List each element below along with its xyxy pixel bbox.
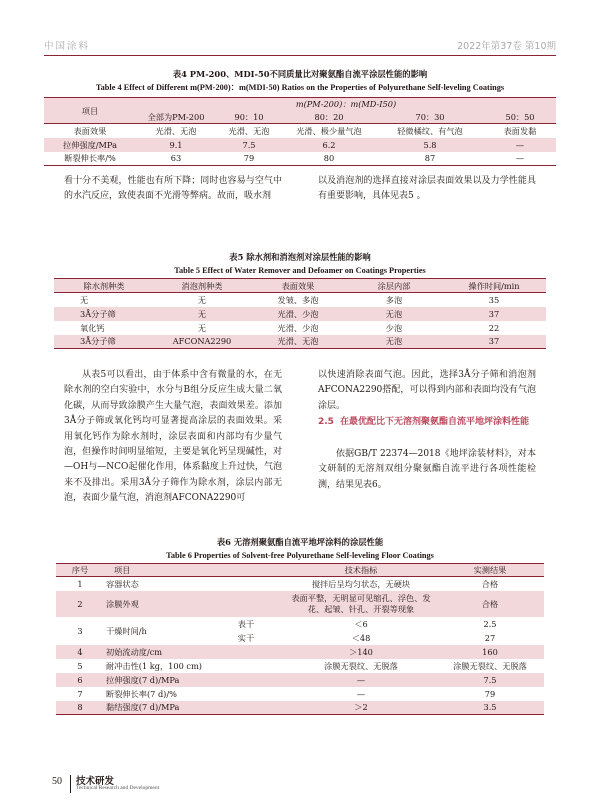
table5-header: 操作时间/min (442, 279, 546, 293)
table5 (54, 278, 546, 349)
running-header (44, 38, 556, 54)
table5-header: 表面效果 (250, 279, 346, 293)
body-paragraph-right: 依据GB/T 22374—2018《地坪涂装材料》，对本文研制的无溶剂双组分聚氨酯自流平进行各项性能检测，结果见表6。 (318, 449, 536, 490)
table-cell: 3Å分子筛 (54, 307, 154, 321)
body-paragraph-left: 从表5可以看出，由于体系中含有微量的水，在无除水剂的空白实验中，水分与B组分反应生成大量二氧化碳，从而导致涂膜产生大量气泡，表面效果差。添加3Å分子筛或氧化钙均可显著提高涂层的表面效果。采用氧化钙作为除水剂时，涂层表面和内部均有少量气泡，但操作时间明显缩短，主要是氧化钙呈现碱性，对—OH与—NCO起催化作用，体系黏度上升过快，气泡来不及排出。采用3Å分子筛作为除水剂，涂层内部无泡，表面少量气泡，消泡剂AFCONA2290可 (64, 370, 282, 504)
table-cell: 轻微橘纹、有气泡 (397, 125, 463, 136)
row-item: 耐冲击性(1 kg，100 cm) (106, 660, 202, 671)
table4-subheader: 90：10 (216, 111, 282, 124)
table4-header-item: 项目 (44, 98, 136, 124)
table4-title-zh: 表4 PM-200、MDI-50不同质量比对聚氨酯自流平涂层性能的影响 (172, 69, 428, 79)
row-number: 7 (77, 688, 83, 699)
row-spec: 搅拌后呈均匀状态，无硬块 (311, 578, 411, 589)
table-cell: 光滑、无泡 (250, 335, 346, 349)
row-spec: — (356, 688, 366, 699)
row-result: 3.5 (436, 701, 544, 715)
row-result: 合格 (481, 578, 499, 589)
table6-header: 序号 (56, 564, 104, 577)
table-cell: 光滑、无泡 (228, 125, 270, 136)
row-label: 表面效果 (73, 125, 107, 136)
row-spec: ＞2 (286, 701, 436, 715)
table4-subheader: 70：30 (376, 111, 484, 124)
table4-subheader: 80：20 (282, 111, 376, 124)
table5-title-en: Table 5 Effect of Water Remover and Defoamer on Coatings Properties (174, 266, 426, 275)
row-number: 3 (77, 625, 83, 636)
table-row (44, 124, 556, 138)
row-item: 干燥时间/h (106, 625, 147, 636)
table-cell: 63 (136, 152, 216, 166)
table6-title-en: Table 6 Properties of Solvent-free Polyurethane Self-leveling Floor Coatings (166, 551, 434, 560)
table4-caption (44, 68, 556, 94)
table-cell: 氧化钙 (80, 322, 105, 333)
table-cell: 光滑、少泡 (277, 322, 319, 333)
table6 (56, 563, 544, 715)
row-spec: 涂膜无裂纹、无脱落 (324, 660, 398, 671)
table-row (56, 577, 544, 591)
row-item: 涂膜外观 (104, 591, 286, 617)
table5-header: 消泡剂种类 (154, 279, 250, 293)
row-result: 合格 (436, 591, 544, 617)
body-paragraph-right: 以快速消除表面气泡。因此，选择3Å分子筛和消泡剂AFCONA2290搭配，可以得到内部和表面均没有气泡涂层。 (318, 370, 536, 411)
header-rule (44, 55, 556, 56)
table-cell: 多泡 (385, 294, 403, 305)
row-spec: ＜6 (354, 618, 368, 629)
row-subitem: 表干 (237, 618, 255, 629)
table-cell: AFCONA2290 (154, 335, 250, 349)
table-cell: 22 (488, 322, 500, 333)
row-label: 断裂伸长率/% (44, 152, 136, 166)
table-cell: 无 (80, 294, 89, 305)
table-cell: 87 (376, 152, 484, 166)
section-number: 2.5 (318, 417, 334, 427)
table-cell: 7.5 (216, 138, 282, 152)
table-cell: 无 (197, 322, 207, 333)
table-cell: 37 (442, 335, 546, 349)
table6-header: 项目 (104, 564, 286, 577)
body-paragraph-left: 看十分不美观，性能也有所下降；同时也容易与空气中的水汽反应，致使表面不光滑等弊病。故而，吸水剂 (64, 176, 282, 202)
row-result: 涂膜无裂纹、无脱落 (453, 660, 527, 671)
table-cell: 无泡 (346, 335, 442, 349)
table-row (56, 687, 544, 701)
table-row (54, 293, 546, 307)
table-row (56, 617, 544, 631)
issue-info: 2022年第37卷 第10期 (457, 41, 556, 52)
row-result: 7.5 (436, 673, 544, 687)
table-row (54, 321, 546, 335)
row-result: 2.5 (483, 618, 497, 629)
row-item: 拉伸强度(7 d)/MPa (104, 673, 286, 687)
row-spec: ＜48 (351, 632, 371, 643)
table-row (56, 659, 544, 673)
table6-caption (44, 536, 556, 562)
row-number: 1 (77, 578, 83, 589)
journal-name: 中国涂料 (44, 41, 91, 52)
table-row (56, 673, 544, 687)
row-number: 2 (56, 591, 104, 617)
table-cell: 80 (282, 152, 376, 166)
row-number: 8 (56, 701, 104, 715)
table-row (56, 645, 544, 659)
row-item: 黏结强度(7 d)/MPa (104, 701, 286, 715)
table-cell: 无 (154, 307, 250, 321)
table-cell: 37 (442, 307, 546, 321)
table-row (56, 701, 544, 715)
table6-header: 技术指标 (286, 564, 436, 577)
table4-header-group: m(PM-200)：m(MD-I50) (136, 98, 556, 111)
row-result: 160 (436, 645, 544, 659)
table4-subheader: 全部为PM-200 (136, 111, 216, 124)
table5-caption (44, 251, 556, 277)
footer-divider (70, 775, 71, 793)
table-cell: 无 (197, 294, 207, 305)
row-result: 27 (484, 632, 496, 643)
table5-title-zh: 表5 除水剂和消泡剂对涂层性能的影响 (229, 252, 371, 262)
row-number: 6 (56, 673, 104, 687)
row-result: 79 (484, 688, 496, 699)
table-cell: 9.1 (136, 138, 216, 152)
table4 (44, 97, 556, 166)
table5-header: 涂层内部 (346, 279, 442, 293)
row-spec: ＞140 (286, 645, 436, 659)
row-item: 初始流动度/cm (104, 645, 286, 659)
row-item: 容器状态 (106, 578, 139, 589)
table-cell: 发皱、多泡 (277, 294, 319, 305)
row-spec: — (286, 673, 436, 687)
row-subitem: 实干 (237, 632, 255, 643)
table6-title-zh: 表6 无溶剂聚氨酯自流平地坪涂料的涂层性能 (216, 537, 384, 547)
table-cell: 光滑、无泡 (155, 125, 197, 136)
table-cell: 5.8 (376, 138, 484, 152)
table-row (44, 152, 556, 166)
section-heading (318, 415, 536, 430)
footer-section-en: Technical Research and Development (76, 785, 160, 791)
table6-header: 实测结果 (436, 564, 544, 577)
table-cell: 3Å分子筛 (54, 335, 154, 349)
table-row (54, 307, 546, 321)
table-cell: 79 (216, 152, 282, 166)
row-number: 5 (77, 660, 83, 671)
table-row (54, 335, 546, 349)
body-paragraph-right: 以及消泡剂的选择直接对涂层表面效果以及力学性能具有重要影响，具体见表5 。 (318, 176, 536, 202)
section-title: 在最优配比下无溶剂聚氨酯自流平地坪涂料性能 (340, 417, 530, 427)
table-cell: 光滑、极少量气泡 (296, 125, 362, 136)
table-cell: 无泡 (346, 307, 442, 321)
page-number: 50 (52, 776, 62, 787)
table-cell: 35 (488, 294, 500, 305)
table-row (44, 138, 556, 152)
row-number: 4 (56, 645, 104, 659)
table-cell: — (484, 152, 556, 166)
table5-header: 除水剂种类 (54, 279, 154, 293)
table-cell: 表面发黏 (503, 125, 537, 136)
table-cell: 光滑、少泡 (250, 307, 346, 321)
row-label: 拉伸强度/MPa (44, 138, 136, 152)
table-cell: — (484, 138, 556, 152)
table4-title-en: Table 4 Effect of Different m(PM-200)：m(MDI-50) Ratios on the Properties of Polyurethane Self-leveling Coatings (95, 83, 505, 92)
table-row (56, 591, 544, 617)
table-cell: 6.2 (282, 138, 376, 152)
footer-section-zh: 技术研发 (76, 776, 115, 787)
table-cell: 少泡 (385, 322, 403, 333)
row-item: 断裂伸长率(7 d)/% (106, 688, 177, 699)
row-spec: 表面平整，无明显可见缩孔、浮色、发花、起皱、针孔、开裂等现象 (286, 591, 436, 617)
table4-subheader: 50：50 (484, 111, 556, 124)
